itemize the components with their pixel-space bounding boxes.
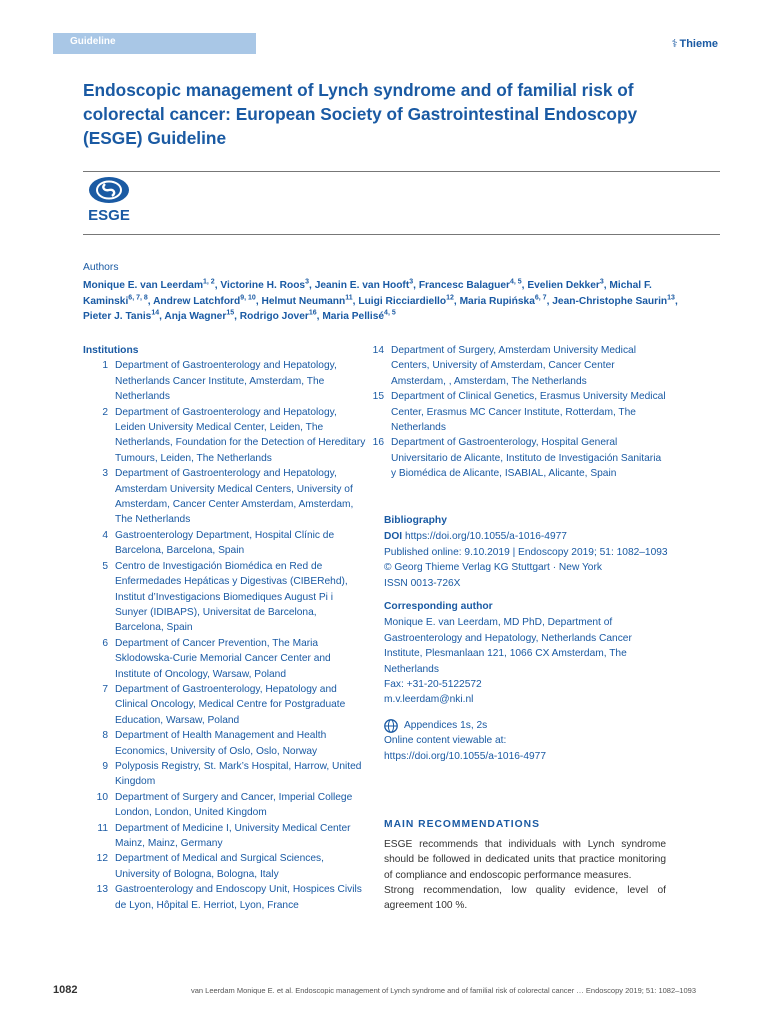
appendices-line bbox=[384, 718, 684, 733]
globe-icon bbox=[384, 719, 398, 733]
institution-number: 10 bbox=[96, 791, 108, 803]
author-name: Andrew Latchford bbox=[153, 295, 241, 307]
author-affiliation: 11 bbox=[345, 294, 353, 302]
author-name: Anja Wagner bbox=[164, 311, 227, 323]
institution-text: Centro de Investigación Biomédica en Red de Enfermedades Hepáticas y Digestivas (CIBERehd), Institut d’Investigacions Biomediques August Pi i Sunyer (IDIBAPS), Universitat de Barcelona, Barcelona, Spain bbox=[115, 560, 348, 634]
institutions-heading: Institutions bbox=[83, 345, 139, 356]
author-separator: , bbox=[234, 311, 240, 323]
institution-item bbox=[83, 882, 368, 913]
institution-number: 14 bbox=[372, 345, 384, 356]
corresponding-email[interactable]: m.v.leerdam@nki.nl bbox=[384, 694, 474, 706]
author-affiliation: 4, 5 bbox=[384, 309, 396, 317]
institution-text: Department of Health Management and Health Economics, University of Oslo, Oslo, Norway bbox=[115, 730, 327, 757]
author-name: Helmut Neumann bbox=[261, 295, 346, 307]
author-affiliation: 6, 7 bbox=[534, 294, 547, 302]
institution-number: 5 bbox=[102, 560, 108, 572]
institution-number: 13 bbox=[96, 884, 108, 896]
author-name: Jean-Christophe Saurin bbox=[552, 295, 668, 307]
copyright-line: © Georg Thieme Verlag KG Stuttgart · New York bbox=[384, 562, 602, 574]
institution-number: 11 bbox=[97, 822, 108, 834]
author-name: Jeanin E. van Hooft bbox=[314, 280, 410, 291]
author-affiliation: 13 bbox=[667, 294, 675, 302]
divider-top bbox=[83, 171, 720, 172]
appendices-link[interactable]: https://doi.org/10.1055/a-1016-4977 bbox=[384, 750, 546, 762]
publisher-name: Thieme bbox=[679, 38, 718, 50]
corresponding-address: Monique E. van Leerdam, MD PhD, Department of Gastroenterology and Hepatology, Netherlands Cancer Institute, Plesmanlaan 121, 1066 CX Amsterdam, The Netherlands bbox=[384, 617, 632, 675]
institution-text: Department of Clinical Genetics, Erasmus University Medical Center, Erasmus MC Cancer Institute, Rotterdam, The Netherlands bbox=[391, 391, 666, 434]
institution-item bbox=[83, 559, 368, 636]
bibliography-heading: Bibliography bbox=[384, 515, 447, 526]
author-separator: , bbox=[674, 295, 678, 307]
article-title: Endoscopic management of Lynch syndrome and of familial risk of colorectal cancer: European Society of Gastrointestinal Endoscopy (ESGE) Guideline bbox=[83, 80, 638, 148]
author-affiliation: 9, 10 bbox=[240, 294, 256, 302]
author-affiliation: 15 bbox=[226, 309, 235, 317]
author-name: Luigi Ricciardiello bbox=[358, 295, 447, 307]
author-affiliation: 3 bbox=[409, 278, 414, 286]
institution-text: Gastroenterology Department, Hospital Clínic de Barcelona, Barcelona, Spain bbox=[115, 529, 335, 557]
institution-item bbox=[83, 821, 368, 852]
author-affiliation: 4, 5 bbox=[509, 278, 522, 286]
author-separator: , bbox=[603, 280, 610, 291]
esge-logo bbox=[83, 176, 135, 224]
author-name: Rodrigo Jover bbox=[239, 311, 309, 323]
institution-item bbox=[359, 389, 669, 435]
author-separator: , bbox=[521, 280, 528, 291]
institution-item bbox=[83, 528, 368, 559]
doi-link[interactable]: https://doi.org/10.1055/a-1016-4977 bbox=[404, 531, 567, 543]
institution-text: Department of Cancer Prevention, The Maria Sklodowska-Curie Memorial Cancer Center and Institute of Oncology, Warsaw, Poland bbox=[115, 637, 331, 680]
section-band bbox=[53, 33, 256, 54]
institution-text: Department of Gastroenterology, Hospital General Universitario de Alicante, Instituto de Investigación Sanitaria y Biomédica de Alicante, ISABIAL, Alicante, Spain bbox=[391, 437, 662, 480]
main-recommendations bbox=[384, 837, 666, 913]
institution-number: 2 bbox=[102, 406, 108, 418]
institution-text: Department of Gastroenterology, Hepatology and Clinical Oncology, Medical Centre for Postgraduate Education, Warsaw, Poland bbox=[115, 683, 346, 726]
institution-item bbox=[83, 682, 368, 728]
recommendation-text: ESGE recommends that individuals with Lynch syndrome should be followed in dedicated units that practice monitoring of compliance and endoscopic performance measures. bbox=[384, 839, 666, 881]
institution-text: Department of Surgery, Amsterdam University Medical Centers, University of Amsterdam, Cancer Center Amsterdam, , Amsterdam, The Netherlands bbox=[391, 345, 636, 387]
institution-text: Department of Gastroenterology and Hepatology, Netherlands Cancer Institute, Amsterdam, The Netherlands bbox=[115, 360, 337, 403]
institution-item bbox=[83, 466, 368, 528]
author-separator: , bbox=[214, 280, 221, 291]
institution-item bbox=[83, 636, 368, 682]
author-name: Monique E. van Leerdam bbox=[83, 280, 204, 291]
institutions-left bbox=[83, 343, 368, 913]
author-affiliation: 1, 2 bbox=[203, 278, 215, 286]
esge-logo-text: ESGE bbox=[88, 207, 130, 224]
author-separator: , bbox=[352, 295, 359, 307]
institution-item bbox=[83, 728, 368, 759]
page-number: 1082 bbox=[53, 984, 78, 996]
recommendation-strength: Strong recommendation, low quality evidence, level of agreement 100 %. bbox=[384, 884, 666, 912]
author-name: Michal F. Kaminski bbox=[83, 280, 652, 307]
author-separator: , bbox=[453, 295, 460, 307]
institution-item bbox=[83, 851, 368, 882]
institution-number: 3 bbox=[102, 468, 108, 480]
institution-item bbox=[359, 435, 669, 481]
institution-text: Department of Medical and Surgical Sciences, University of Bologna, Bologna, Italy bbox=[115, 853, 324, 880]
institution-number: 12 bbox=[96, 853, 108, 865]
issn-line: ISSN 0013-726X bbox=[384, 577, 461, 589]
institution-item bbox=[83, 358, 368, 404]
footer-citation: van Leerdam Monique E. et al. Endoscopic management of Lynch syndrome and of familial risk of colorectal cancer … Endoscopy 2019; 51: 1082–1093 bbox=[190, 986, 696, 995]
author-affiliation: 14 bbox=[151, 309, 160, 317]
institution-item bbox=[83, 790, 368, 821]
institution-text: Polyposis Registry, St. Mark’s Hospital, Harrow, United Kingdom bbox=[115, 760, 362, 788]
authors-heading: Authors bbox=[83, 262, 119, 273]
corresponding-heading: Corresponding author bbox=[384, 601, 493, 613]
institution-number: 7 bbox=[102, 683, 108, 695]
author-separator: , bbox=[413, 280, 419, 291]
institution-text: Gastroenterology and Endoscopy Unit, Hospices Civils de Lyon, Hôpital E. Herriot, Lyon, France bbox=[115, 884, 362, 911]
author-name: Victorine H. Roos bbox=[220, 280, 306, 291]
bibliography bbox=[384, 513, 684, 764]
author-name: Maria Rupińska bbox=[459, 295, 535, 307]
published-line: Published online: 9.10.2019 | Endoscopy 2019; 51: 1082–1093 bbox=[384, 546, 668, 558]
author-list bbox=[83, 278, 683, 325]
institution-text: Department of Medicine I, University Medical Center Mainz, Mainz, Germany bbox=[115, 822, 351, 849]
thieme-icon: ⚕ bbox=[671, 38, 678, 50]
author-affiliation: 6, 7, 8 bbox=[128, 294, 148, 302]
author-name: Francesc Balaguer bbox=[418, 280, 510, 291]
institution-item bbox=[83, 759, 368, 790]
online-content-label: Online content viewable at: bbox=[384, 735, 507, 747]
author-separator: , bbox=[546, 295, 553, 307]
institution-text: Department of Surgery and Cancer, Imperial College London, London, United Kingdom bbox=[115, 791, 353, 819]
institution-number: 6 bbox=[102, 637, 108, 649]
corresponding-fax: Fax: +31-20-5122572 bbox=[384, 679, 482, 691]
author-separator: , bbox=[255, 295, 262, 307]
institution-number: 8 bbox=[102, 730, 108, 742]
institution-text: Department of Gastroenterology and Hepatology, Leiden University Medical Center, Leiden, The Netherlands, Foundation for the Detection of Hereditary Tumours, Leiden, The Netherlands bbox=[115, 406, 366, 464]
author-affiliation: 3 bbox=[599, 278, 604, 286]
author-separator: , bbox=[147, 295, 154, 307]
doi-line bbox=[384, 529, 684, 544]
divider-logo bbox=[83, 234, 720, 235]
institution-number: 15 bbox=[372, 391, 384, 403]
author-name: Pieter J. Tanis bbox=[83, 311, 152, 323]
publisher-logo bbox=[672, 37, 718, 50]
author-affiliation: 16 bbox=[308, 309, 317, 317]
author-separator: , bbox=[309, 280, 315, 291]
appendices-label: Appendices 1s, 2s bbox=[404, 719, 488, 731]
author-affiliation: 3 bbox=[305, 278, 310, 286]
author-separator: , bbox=[316, 311, 323, 323]
institution-number: 4 bbox=[102, 529, 108, 541]
institution-text: Department of Gastroenterology and Hepatology, Amsterdam University Medical Centers, University of Amsterdam, Cancer Center Amsterdam, Amsterdam, The Netherlands bbox=[115, 468, 354, 526]
author-affiliation: 12 bbox=[446, 294, 454, 302]
author-name: Maria Pellisé bbox=[322, 311, 385, 323]
doi-label: DOI bbox=[384, 531, 403, 543]
institutions-right bbox=[359, 343, 669, 482]
institution-number: 9 bbox=[102, 760, 108, 772]
main-recommendations-heading: MAIN RECOMMENDATIONS bbox=[384, 819, 540, 830]
institution-number: 16 bbox=[372, 437, 384, 449]
institution-number: 1 bbox=[102, 360, 108, 372]
section-label: Guideline bbox=[70, 36, 116, 47]
institution-item bbox=[359, 343, 669, 389]
author-separator: , bbox=[159, 311, 165, 323]
author-name: Evelien Dekker bbox=[527, 280, 600, 291]
institution-item bbox=[83, 405, 368, 467]
